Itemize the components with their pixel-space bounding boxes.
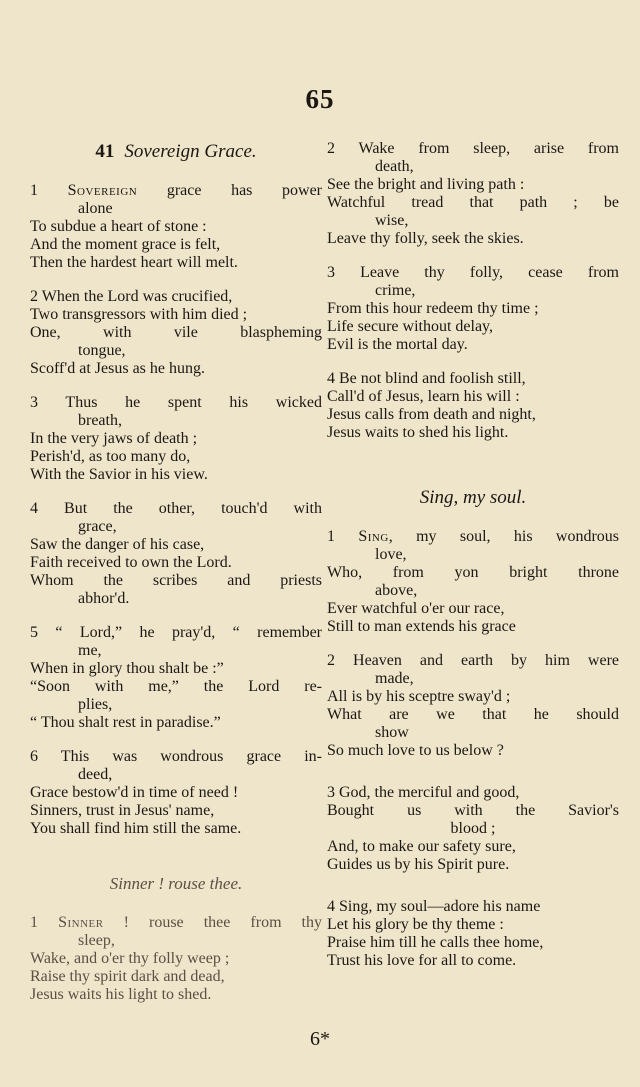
verse-line: Wake, and o'er thy folly weep ; bbox=[30, 950, 230, 967]
verse-line: 1 Sing, my soul, his wondrous bbox=[327, 528, 619, 545]
stanza-3 bbox=[30, 394, 322, 484]
verse-line: Ever watchful o'er our race, bbox=[327, 600, 505, 617]
verse-line: breath, bbox=[78, 412, 122, 429]
verse-line: Saw the danger of his case, bbox=[30, 536, 205, 553]
verse-line: 4 Sing, my soul—adore his name bbox=[327, 898, 541, 915]
verse-line: When in glory thou shalt be :” bbox=[30, 660, 224, 677]
verse-line: Let his glory be thy theme : bbox=[327, 916, 504, 933]
continuation-stanza-3 bbox=[327, 264, 619, 354]
verse-line: 3 Thus he spent his wicked bbox=[30, 394, 322, 411]
left-column bbox=[30, 140, 322, 1020]
verse-line: 1 Sovereign grace has power bbox=[30, 182, 322, 199]
verse-line: show bbox=[375, 724, 409, 741]
sing-stanza-4 bbox=[327, 898, 619, 970]
verse-line: 4 Be not blind and foolish still, bbox=[327, 370, 526, 387]
verse-line: plies, bbox=[78, 696, 113, 713]
verse-line: Perish'd, as too many do, bbox=[30, 448, 191, 465]
smallcaps-word: Sinner bbox=[58, 914, 104, 931]
stanza-6 bbox=[30, 748, 322, 838]
sinner-hymn-title: Sinner ! rouse thee. bbox=[109, 874, 243, 893]
verse-line: So much love to us below ? bbox=[327, 742, 504, 759]
verse-line: Praise him till he calls thee home, bbox=[327, 934, 544, 951]
verse-line: And, to make our safety sure, bbox=[327, 838, 516, 855]
verse-line: me, bbox=[78, 642, 102, 659]
verse-line: Still to man extends his grace bbox=[327, 618, 516, 635]
verse-line: Two transgressors with him died ; bbox=[30, 306, 248, 323]
verse-line: death, bbox=[375, 158, 414, 175]
verse-line: With the Savior in his view. bbox=[30, 466, 208, 483]
verse-line: 2 Heaven and earth by him were bbox=[327, 652, 619, 669]
verse-line: alone bbox=[78, 200, 113, 217]
verse-line: Who, from yon bright throne bbox=[327, 564, 619, 581]
sing-stanza-3 bbox=[327, 784, 619, 874]
verse-line: “ Thou shalt rest in paradise.” bbox=[30, 714, 221, 731]
smallcaps-word: Sovereign bbox=[67, 182, 138, 199]
verse-line: Leave thy folly, seek the skies. bbox=[327, 230, 524, 247]
continuation-stanza-4 bbox=[327, 370, 619, 442]
verse-line: Then the hardest heart will melt. bbox=[30, 254, 238, 271]
stanza-1 bbox=[30, 182, 322, 272]
verse-line: made, bbox=[375, 670, 414, 687]
verse-line: above, bbox=[375, 582, 418, 599]
verse-line: 4 But the other, touch'd with bbox=[30, 500, 322, 517]
verse-line: Sinners, trust in Jesus' name, bbox=[30, 802, 215, 819]
verse-line: “Soon with me,” the Lord re- bbox=[30, 678, 322, 695]
verse-line: love, bbox=[375, 546, 407, 563]
verse-line: grace, bbox=[78, 518, 117, 535]
verse-line: Faith received to own the Lord. bbox=[30, 554, 232, 571]
verse-line: What are we that he should bbox=[327, 706, 619, 723]
verse-line: 2 When the Lord was crucified, bbox=[30, 288, 233, 305]
verse-line: tongue, bbox=[78, 342, 126, 359]
verse-line: Whom the scribes and priests bbox=[30, 572, 322, 589]
verse-line: Jesus calls from death and night, bbox=[327, 406, 536, 423]
verse-line: Bought us with the Savior's bbox=[327, 802, 619, 819]
stanza-5 bbox=[30, 624, 322, 732]
verse-line: In the very jaws of death ; bbox=[30, 430, 198, 447]
verse-line: And the moment grace is felt, bbox=[30, 236, 221, 253]
verse-line: From this hour redeem thy time ; bbox=[327, 300, 539, 317]
verse-line: 6 This was wondrous grace in- bbox=[30, 748, 322, 765]
verse-line: Jesus waits his light to shed. bbox=[30, 986, 212, 1003]
sinner-stanza-1 bbox=[30, 914, 322, 1004]
hymn-number: 41 bbox=[95, 141, 115, 162]
verse-line: sleep, bbox=[78, 932, 115, 949]
hymn-title-text: Sovereign Grace. bbox=[124, 141, 257, 162]
smallcaps-word: Sing bbox=[358, 528, 389, 545]
stanza-2 bbox=[30, 288, 322, 378]
verse-line: blood ; bbox=[450, 820, 496, 837]
hymn-41-title bbox=[30, 140, 322, 164]
continuation-stanza-2 bbox=[327, 140, 619, 248]
verse-line: Jesus waits to shed his light. bbox=[327, 424, 509, 441]
verse-line: You shall find him still the same. bbox=[30, 820, 242, 837]
verse-line: 1 Sinner ! rouse thee from thy bbox=[30, 914, 323, 931]
verse-line: See the bright and living path : bbox=[327, 176, 525, 193]
verse-line: 5 “ Lord,” he pray'd, “ remember bbox=[30, 624, 322, 641]
page-number: 65 bbox=[305, 84, 335, 114]
sing-stanza-1 bbox=[327, 528, 619, 636]
verse-line: Scoff'd at Jesus as he hung. bbox=[30, 360, 206, 377]
verse-line: Watchful tread that path ; be bbox=[327, 194, 619, 211]
verse-line: 3 God, the merciful and good, bbox=[327, 784, 520, 801]
verse-line: Grace bestow'd in time of need ! bbox=[30, 784, 239, 801]
verse-line: Raise thy spirit dark and dead, bbox=[30, 968, 225, 985]
verse-line: Evil is the mortal day. bbox=[327, 336, 468, 353]
verse-line: One, with vile blaspheming bbox=[30, 324, 322, 341]
sing-hymn-title: Sing, my soul. bbox=[419, 487, 527, 508]
verse-line: Trust his love for all to come. bbox=[327, 952, 517, 969]
verse-line: Life secure without delay, bbox=[327, 318, 494, 335]
verse-line: To subdue a heart of stone : bbox=[30, 218, 207, 235]
verse-line: 2 Wake from sleep, arise from bbox=[327, 140, 619, 157]
verse-line: deed, bbox=[78, 766, 113, 783]
verse-line: All is by his sceptre sway'd ; bbox=[327, 688, 511, 705]
stanza-4 bbox=[30, 500, 322, 608]
verse-line: wise, bbox=[375, 212, 409, 229]
verse-line: Guides us by his Spirit pure. bbox=[327, 856, 510, 873]
verse-line: abhor'd. bbox=[78, 590, 130, 607]
verse-line: crime, bbox=[375, 282, 416, 299]
sing-stanza-2 bbox=[327, 652, 619, 760]
verse-line: 3 Leave thy folly, cease from bbox=[327, 264, 619, 281]
right-column bbox=[327, 140, 619, 986]
verse-line: Call'd of Jesus, learn his will : bbox=[327, 388, 520, 405]
signature-mark: 6* bbox=[310, 1028, 330, 1050]
